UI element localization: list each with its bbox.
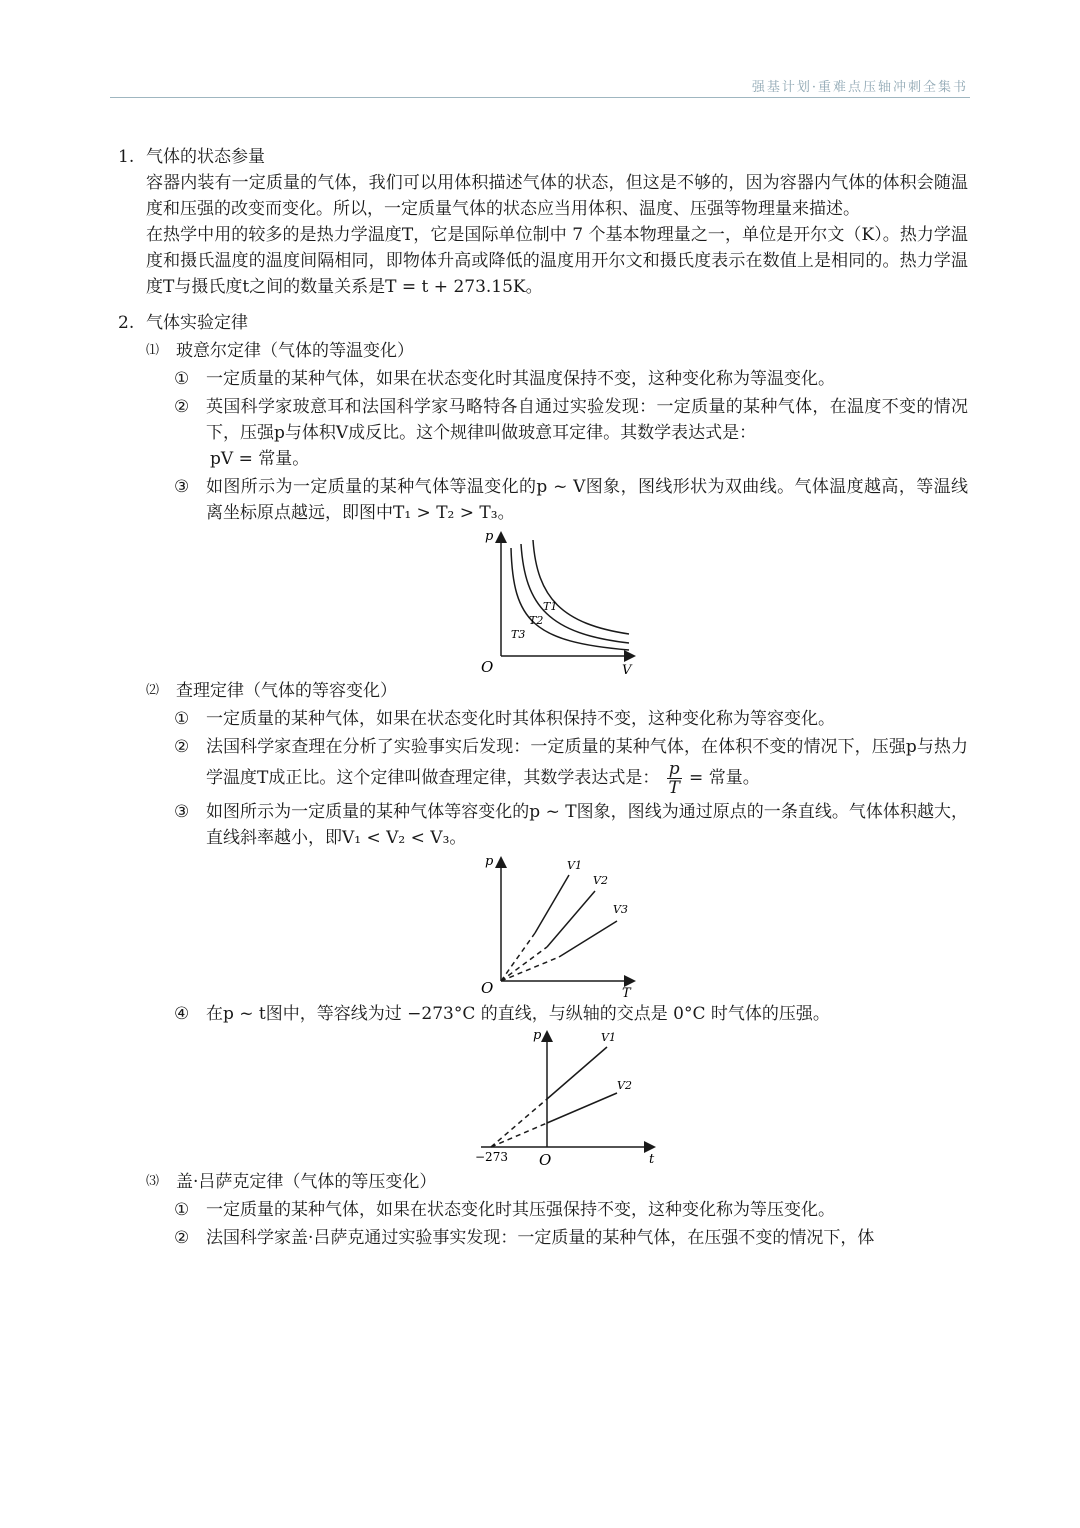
item-marker: ③ bbox=[174, 477, 190, 497]
isochore-v2-extension bbox=[501, 947, 547, 981]
item-text: 一定质量的某种气体，如果在状态变化时其压强保持不变，这种变化称为等压变化。 bbox=[206, 1200, 835, 1220]
list-item bbox=[174, 1001, 968, 1027]
item-text: 法国科学家查理在分析了实验事实后发现：一定质量的某种气体，在体积不变的情况下，压强p与热力学温度T成正比。这个定律叫做查理定律，其数学表达式是： bbox=[206, 737, 968, 788]
line-label-v2: V2 bbox=[593, 874, 608, 887]
item-text: 如图所示为一定质量的某种气体等容变化的p ~ T图象，图线为通过原点的一条直线。气体体积越大，直线斜率越小，即V₁ < V₂ < V₃。 bbox=[206, 802, 968, 848]
pv-isotherm-figure bbox=[467, 526, 647, 676]
isochore-v2-extension bbox=[491, 1123, 547, 1147]
pt-isochore-figure bbox=[467, 851, 647, 999]
origin-label: O bbox=[481, 658, 494, 676]
isochore-v2 bbox=[547, 1093, 617, 1123]
isotherm-t1 bbox=[533, 540, 629, 634]
axis-label-t: T bbox=[622, 986, 631, 999]
item-marker: ② bbox=[174, 1228, 190, 1248]
isotherm-t3 bbox=[511, 548, 629, 650]
header-title: 强基计划·重难点压轴冲刺全集书 bbox=[751, 80, 968, 95]
subsection-number: ⑵ bbox=[146, 683, 160, 698]
isochore-v3 bbox=[559, 921, 617, 957]
item-text: 一定质量的某种气体，如果在状态变化时其体积保持不变，这种变化称为等容变化。 bbox=[206, 709, 835, 729]
subsection-number: ⑴ bbox=[146, 343, 160, 358]
isotherm-t2 bbox=[521, 544, 629, 643]
isochore-v1-extension bbox=[491, 1099, 547, 1147]
item-marker: ① bbox=[174, 369, 190, 389]
axis-label-p: p bbox=[485, 529, 494, 544]
subsection-charles bbox=[146, 678, 968, 704]
item-marker: ② bbox=[174, 737, 190, 757]
formula: pV = 常量。 bbox=[210, 449, 310, 469]
item-marker: ② bbox=[174, 397, 190, 417]
line-label-v1: V1 bbox=[601, 1031, 616, 1044]
origin-label: O bbox=[481, 979, 494, 997]
section-state-parameters bbox=[118, 144, 968, 300]
section-title: 气体的状态参量 bbox=[146, 147, 265, 167]
list-item bbox=[174, 366, 968, 392]
axis-label-p: p bbox=[485, 854, 494, 869]
item-marker: ① bbox=[174, 1200, 190, 1220]
subsection-boyle bbox=[146, 338, 968, 364]
fraction-p-over-t bbox=[667, 760, 682, 797]
subsection-gay-lussac bbox=[146, 1169, 968, 1195]
paragraph: 在热学中用的较多的是热力学温度T，它是国际单位制中 7 个基本物理量之一，单位是开尔文（K）。热力学温度和摄氏温度的温度间隔相同，即物体升高或降低的温度用开尔文和摄氏度表示在数值上是相同的。热力学温度T与摄氏度t之间的数量关系是T = t + 273.15K。 bbox=[146, 225, 968, 297]
line-label-v1: V1 bbox=[567, 859, 582, 872]
isochore-v3-extension bbox=[501, 957, 559, 981]
item-marker: ④ bbox=[174, 1004, 190, 1024]
item-text: 法国科学家盖·吕萨克通过实验事实发现：一定质量的某种气体，在压强不变的情况下，体 bbox=[206, 1228, 875, 1248]
item-text: 在p ~ t图中，等容线为过 −273°C 的直线，与纵轴的交点是 0°C 时气体的压强。 bbox=[206, 1004, 830, 1024]
subsection-title: 盖·吕萨克定律（气体的等压变化） bbox=[176, 1172, 437, 1192]
paragraph: 容器内装有一定质量的气体，我们可以用体积描述气体的状态，但这是不够的，因为容器内气体的体积会随温度和压强的改变而变化。所以，一定质量气体的状态应当用体积、温度、压强等物理量来描述。 bbox=[146, 173, 968, 219]
curve-label-t1: T1 bbox=[543, 600, 558, 613]
subsection-number: ⑶ bbox=[146, 1174, 160, 1189]
list-item bbox=[174, 474, 968, 526]
tick-label-minus-273: −273 bbox=[475, 1150, 508, 1164]
curve-label-t2: T2 bbox=[529, 614, 544, 627]
section-gas-laws bbox=[118, 310, 968, 1251]
header-rule bbox=[110, 97, 970, 98]
list-item bbox=[174, 1225, 968, 1251]
list-item bbox=[174, 1197, 968, 1223]
item-marker: ① bbox=[174, 709, 190, 729]
item-text: 如图所示为一定质量的某种气体等温变化的p ~ V图象，图线形状为双曲线。气体温度越高，等温线离坐标原点越远，即图中T₁ > T₂ > T₃。 bbox=[206, 477, 968, 523]
formula-tail: = 常量。 bbox=[689, 768, 760, 788]
origin-label: O bbox=[539, 1151, 552, 1167]
subsection-title: 查理定律（气体的等容变化） bbox=[176, 681, 397, 701]
line-label-v2: V2 bbox=[617, 1079, 632, 1092]
subsection-title: 玻意尔定律（气体的等温变化） bbox=[176, 341, 414, 361]
isochore-v1 bbox=[547, 1047, 607, 1099]
axis-label-t: t bbox=[649, 1152, 655, 1167]
fraction-numerator: p bbox=[668, 759, 680, 779]
section-title: 气体实验定律 bbox=[146, 313, 248, 333]
isochore-v1 bbox=[535, 875, 569, 933]
line-label-v3: V3 bbox=[613, 903, 628, 916]
item-text: 英国科学家玻意耳和法国科学家马略特各自通过实验发现：一定质量的某种气体，在温度不变的情况下，压强p与体积V成反比。这个规律叫做玻意耳定律。其数学表达式是： bbox=[206, 397, 968, 443]
p-celsius-figure bbox=[457, 1027, 657, 1167]
item-marker: ③ bbox=[174, 802, 190, 822]
list-item bbox=[174, 706, 968, 732]
section-number: 2. bbox=[118, 313, 135, 333]
list-item bbox=[174, 394, 968, 472]
list-item bbox=[174, 799, 968, 851]
fraction-denominator: T bbox=[668, 778, 680, 798]
section-number: 1. bbox=[118, 147, 135, 167]
document-body bbox=[118, 144, 968, 1261]
axis-label-v: V bbox=[622, 663, 632, 676]
curve-label-t3: T3 bbox=[511, 628, 526, 641]
item-text: 一定质量的某种气体，如果在状态变化时其温度保持不变，这种变化称为等温变化。 bbox=[206, 369, 835, 389]
list-item bbox=[174, 734, 968, 797]
axis-label-p: p bbox=[533, 1028, 542, 1043]
